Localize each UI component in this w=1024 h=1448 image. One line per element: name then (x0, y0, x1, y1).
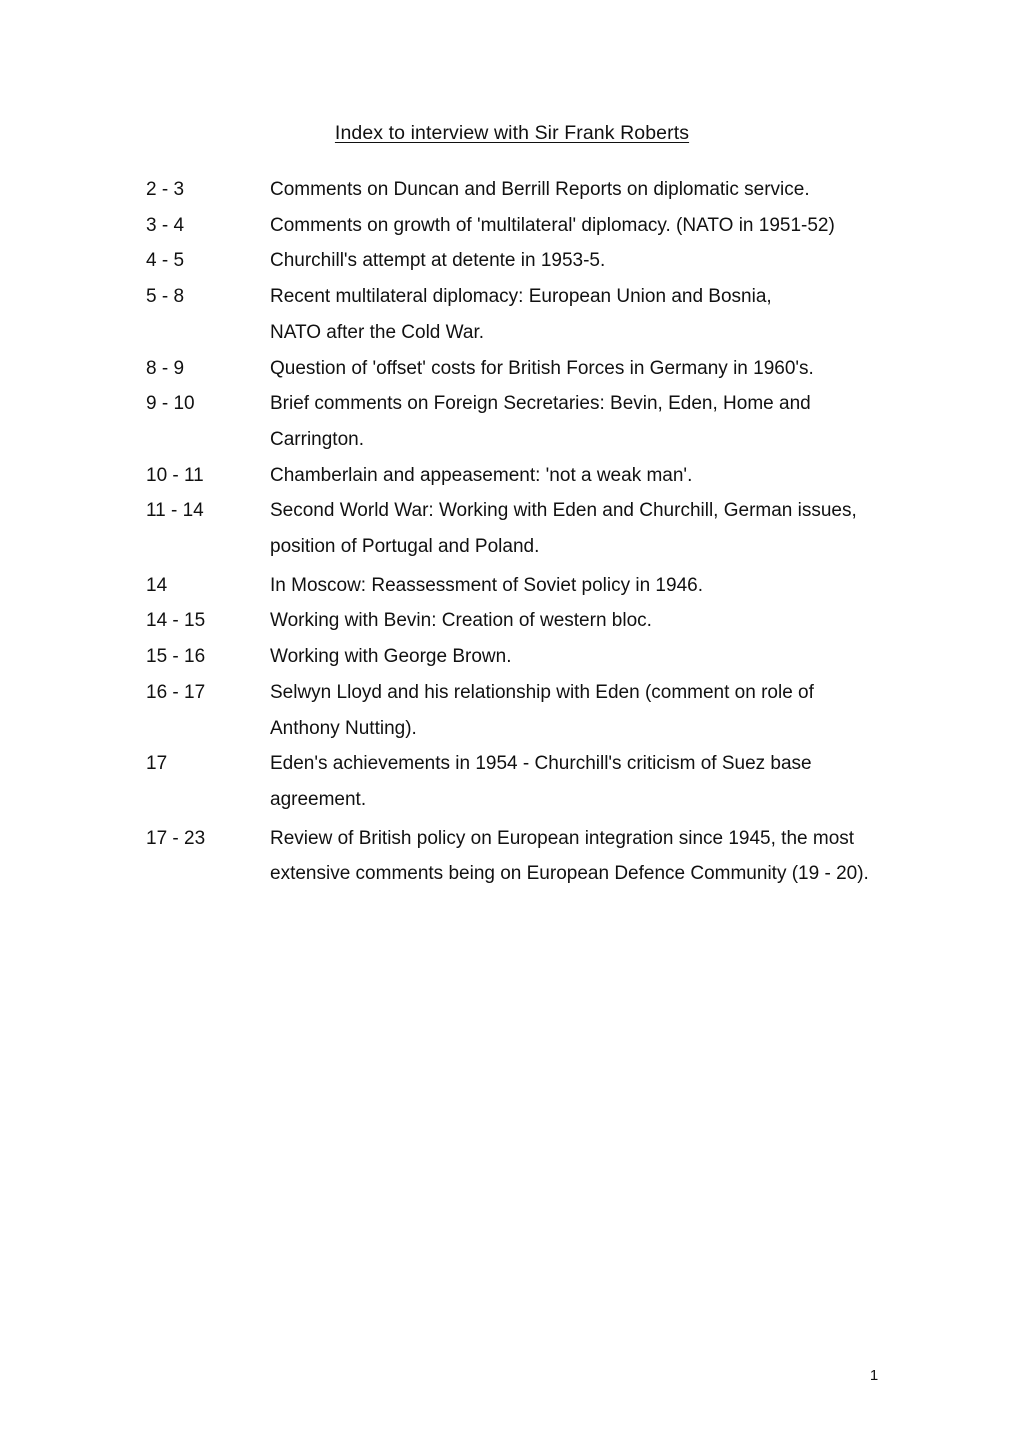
entry-line: Comments on Duncan and Berrill Reports on diplomatic service. (270, 179, 810, 200)
entry-description (270, 675, 886, 746)
entry-pages: 4 - 5 (146, 250, 185, 272)
index-entry (146, 279, 886, 350)
entry-pages: 9 - 10 (146, 393, 195, 415)
entry-description (270, 821, 886, 892)
entry-line: Second World War: Working with Eden and Churchill, German issues, (270, 500, 857, 522)
index-entry (146, 568, 886, 604)
entry-line: Comments on growth of 'multilateral' diplomacy. (NATO in 1951-52) (270, 214, 835, 236)
entry-line: Chamberlain and appeasement: 'not a weak man'. (270, 464, 693, 486)
entry-line: Anthony Nutting). (270, 717, 417, 739)
entry-description (270, 279, 886, 350)
entry-description (270, 351, 886, 387)
index-entry (146, 208, 886, 244)
page-number: 1 (869, 1367, 879, 1384)
index-entry (146, 351, 886, 387)
entry-pages: 17 - 23 (146, 827, 206, 849)
index-entry (146, 243, 886, 279)
entry-description (270, 243, 886, 279)
entry-description (270, 386, 886, 457)
entry-description (270, 208, 886, 244)
index-entry (146, 821, 886, 892)
entry-pages: 17 (146, 753, 168, 775)
entry-line: Carrington. (270, 428, 364, 450)
entry-line: Churchill's attempt at detente in 1953-5. (270, 250, 606, 272)
index-entry (146, 493, 886, 564)
entry-description (270, 172, 886, 208)
entry-line: Selwyn Lloyd and his relationship with Eden (comment on role of (270, 681, 814, 703)
entry-line: Question of 'offset' costs for British Forces in Germany in 1960's. (270, 357, 814, 379)
index-entry (146, 603, 886, 639)
entry-pages: 15 - 16 (146, 646, 206, 668)
entry-description (270, 603, 886, 639)
index-entry (146, 458, 886, 494)
page-title: Index to interview with Sir Frank Roberts (334, 122, 690, 144)
index-entry (146, 675, 886, 746)
entry-line: agreement. (270, 788, 367, 810)
entry-line: In Moscow: Reassessment of Soviet policy in 1946. (270, 574, 703, 596)
entry-line: Working with George Brown. (270, 646, 512, 668)
entry-line: position of Portugal and Poland. (270, 536, 540, 558)
index-entry (146, 172, 886, 208)
entry-line: Eden's achievements in 1954 - Churchill's criticism of Suez base (270, 753, 812, 775)
entry-line: Brief comments on Foreign Secretaries: Bevin, Eden, Home and (270, 393, 811, 415)
entry-line: NATO after the Cold War. (270, 321, 485, 343)
entry-description (270, 493, 886, 564)
entry-pages: 14 (146, 574, 168, 596)
entry-pages: 3 - 4 (146, 214, 185, 236)
entry-line: Working with Bevin: Creation of western bloc. (270, 610, 652, 632)
index-entry (146, 639, 886, 675)
entry-pages: 14 - 15 (146, 610, 206, 632)
entry-pages: 2 - 3 (146, 179, 185, 200)
entry-pages: 5 - 8 (146, 286, 185, 308)
entry-description (270, 746, 886, 817)
index-entry (146, 746, 886, 817)
index-list (146, 172, 886, 892)
entry-line: extensive comments being on European Defence Community (19 - 20). (270, 863, 869, 885)
index-entry (146, 386, 886, 457)
entry-description (270, 568, 886, 604)
entry-pages: 8 - 9 (146, 357, 185, 379)
entry-description (270, 639, 886, 675)
entry-description (270, 458, 886, 494)
entry-pages: 11 - 14 (146, 500, 204, 522)
entry-pages: 10 - 11 (146, 464, 204, 486)
entry-line: Recent multilateral diplomacy: European Union and Bosnia, (270, 286, 772, 308)
entry-pages: 16 - 17 (146, 681, 206, 703)
entry-line: Review of British policy on European integration since 1945, the most (270, 827, 855, 849)
